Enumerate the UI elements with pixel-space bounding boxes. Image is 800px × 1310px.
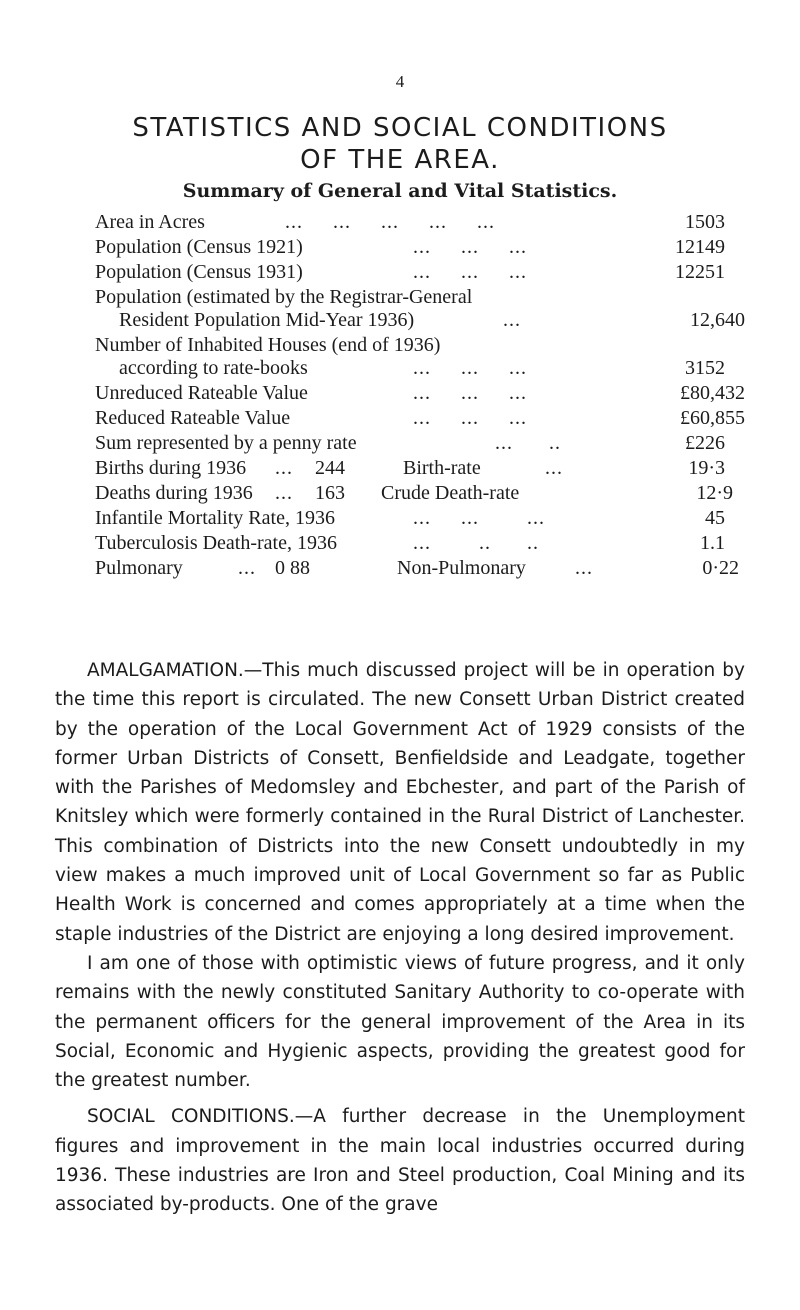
non-pulmonary-value: 0·22: [702, 557, 739, 579]
stat-row-penny-rate: Sum represented by a penny rate ... .. £226: [95, 432, 725, 454]
stat-label: Deaths during 1936: [95, 482, 253, 504]
stat-value: 12,640: [690, 309, 745, 331]
stat-value: 1.1: [700, 532, 725, 554]
stat-row-pulmonary: Pulmonary ... 0 88 Non-Pulmonary ... 0·22: [95, 557, 739, 579]
stat-label: Population (estimated by the Registrar-General: [95, 286, 473, 308]
stat-row-deaths: Deaths during 1936 ... 163 Crude Death-rate 12·9: [95, 482, 733, 504]
stat-label: Sum represented by a penny rate: [95, 432, 357, 454]
section-title: STATISTICS AND SOCIAL CONDITIONS: [132, 113, 668, 143]
stat-label: Population (Census 1921): [95, 236, 303, 258]
stat-row-unreduced-rateable-value: Unreduced Rateable Value ... ... ... £80,432: [95, 382, 745, 404]
birth-rate-value: 19·3: [688, 457, 725, 479]
stat-value: £226: [685, 432, 725, 454]
stat-label: Infantile Mortality Rate, 1936: [95, 507, 335, 529]
section-title-line2: OF THE AREA.: [300, 145, 500, 175]
stat-label: Population (Census 1931): [95, 261, 303, 283]
stat-value: £80,432: [680, 382, 745, 404]
stat-label-continued: Resident Population Mid-Year 1936): [119, 309, 415, 331]
stat-row-reduced-rateable-value: Reduced Rateable Value ... ... ... £60,855: [95, 407, 745, 429]
birth-rate-label: Birth-rate: [403, 457, 481, 479]
stat-label: Tuberculosis Death-rate, 1936: [95, 532, 337, 554]
stat-value: 1503: [685, 211, 725, 233]
stat-label-continued: according to rate-books: [119, 357, 308, 379]
report-body: [55, 656, 745, 1220]
stat-row-population-1931: Population (Census 1931) ... ... ... 12251: [95, 261, 725, 283]
paragraph-optimism: I am one of those with optimistic views of future progress, and it only remains with the newly constituted Sanitary Authority to co-operate with the permanent officers for the general improvement of the Area in its Social, Economic and Hygienic aspects, providing the greatest good for the greatest number.: [55, 952, 745, 1092]
stat-row-population-estimate: [95, 285, 745, 308]
stat-row-births: Births during 1936 ... 244 Birth-rate ... 19·3: [95, 457, 725, 479]
stat-row-population-1921: Population (Census 1921) ... ... ... 12149: [95, 236, 725, 258]
stat-row-area: Area in Acres ... ... ... ... ... 1503: [95, 211, 725, 233]
page-number: 4: [395, 72, 405, 91]
births-count: 244: [315, 457, 345, 479]
summary-subtitle: Summary of General and Vital Statistics.: [182, 180, 618, 202]
stat-label: Births during 1936: [95, 457, 247, 479]
pulmonary-value: 0 88: [275, 557, 310, 579]
stat-row-infantile-mortality: Infantile Mortality Rate, 1936 ... ... ... 45: [95, 507, 725, 529]
paragraph-social-conditions: SOCIAL CONDITIONS.—A further decrease in the Unemployment figures and improvement in the main local industries occurred during 1936. These industries are Iron and Steel production, Coal Mining and its associated by-products. One of the grave: [55, 1106, 745, 1216]
stat-label: Unreduced Rateable Value: [95, 382, 308, 404]
stat-value: 12251: [675, 261, 725, 283]
stat-label: Reduced Rateable Value: [95, 407, 291, 429]
stat-label: Pulmonary: [95, 557, 183, 579]
deaths-count: 163: [315, 482, 345, 504]
non-pulmonary-label: Non-Pulmonary: [397, 557, 526, 579]
death-rate-label: Crude Death-rate: [381, 482, 520, 504]
stat-row-inhabited-houses: [95, 333, 745, 356]
stat-value: 3152: [685, 357, 725, 379]
stat-value: 45: [705, 507, 725, 529]
paragraph-amalgamation: AMALGAMATION.—This much discussed project will be in operation by the time this report is circulated. The new Consett Urban District created by the operation of the Local Government Act of 1929 consists of the former Urban Districts of Consett, Benfieldside and Leadgate, together with the Parishes of Medomsley and Ebchester, and part of the Parish of Knitsley which were formerly contained in the Rural District of Lanchester. This combination of Districts into the new Consett undoubtedly in my view makes a much improved unit of Local Government so far as Public Health Work is concerned and comes appropriately at a time when the staple industries of the District are enjoying a long desired improvement.: [55, 660, 745, 945]
statistics-table: Area in Acres ... ... ... ... ... 1503 Population (Census 1921) ... ... ... 12149 Population (Census 1931) ... ... ... 12251 Population (estimated by the Registrar-General Resident Population Mid-Year 1936) ... 12,640 Number of Inhabited Houses (end of 1936) according to rate-books ... ... ... 3152 Unreduced Rateable Value ... ... ... £80,432 Reduced Rateable Value ... ... ... £60,855 Sum represented by a penny rate ... .. £226 Births during 1936 ... 244 Birth-rate ... 19·3 Deaths during 1936 ... 163 Crude Death-rate 12·9 Infantile Mortality Rate, 1936 ... ... ... 45 Tuberculosis Death-rate, 1936 ... .. .. 1.1 Pulmonary ... 0 88 Non-Pulmonary ... 0·22: [95, 211, 745, 579]
stat-label: Number of Inhabited Houses (end of 1936): [95, 334, 441, 356]
stat-row-tuberculosis: Tuberculosis Death-rate, 1936 ... .. .. 1.1: [95, 532, 725, 554]
stat-value: £60,855: [680, 407, 745, 429]
stat-label: Area in Acres: [95, 211, 205, 233]
death-rate-value: 12·9: [696, 482, 733, 504]
stat-value: 12149: [675, 236, 725, 258]
